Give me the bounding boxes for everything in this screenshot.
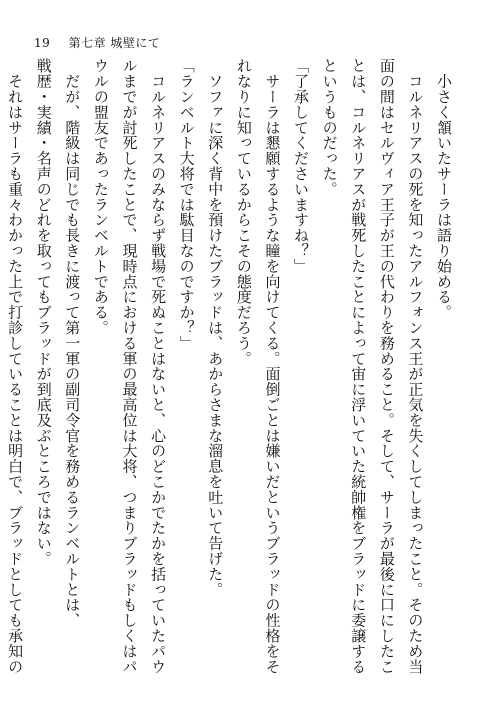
text-line: コルネリアスの死を知ったアルフォンス王が正気を失くしてしまったこと。そのため当 bbox=[406, 58, 425, 674]
page-header bbox=[34, 34, 174, 51]
text-line: だが、階級は同じでも長きに渡って第一軍の副司令官を務めるランベルトとは、 bbox=[63, 58, 82, 628]
text-line: ウルの盟友であったランベルトである。 bbox=[91, 58, 110, 336]
text-line: 小さく頷いたサーラは語り始める。 bbox=[435, 58, 453, 320]
text-line: とは、コルネリアスが戦死したことによって宙に浮いていた統帥権をブラッドに委譲する bbox=[349, 58, 368, 674]
chapter-title: 第七章 城壁にて bbox=[68, 36, 161, 50]
text-line: 面の間はセルヴィア王子が王の代わりを務めること。そして、サーラが最後に口にしたこ bbox=[377, 58, 396, 674]
text-line: ソファに深く背中を預けたブラッドは、あからさまな溜息を吐いて告げた。 bbox=[206, 58, 225, 597]
text-line: コルネリアスのみならず戦場で死ぬことはないと、心のどこかでたかを括っていたパウ bbox=[149, 58, 168, 674]
text-line: サーラは懇願するような瞳を向けてくる。面倒ごとは嫌いだというブラッドの性格をそ bbox=[263, 58, 282, 674]
text-line: 戦歴・実績・名声のどれを取ってもブラッドが到底及ぶところではない。 bbox=[34, 58, 53, 567]
text-line: それはサーラも重々わかった上で打診していることは明白で、ブラッドとしても承知の bbox=[6, 58, 25, 674]
text-line: というものだった。 bbox=[320, 58, 339, 197]
vertical-body-text bbox=[0, 58, 458, 674]
page-number: 19 bbox=[34, 36, 51, 50]
text-line: ルまでが討死したことで、現時点における軍の最高位は大将、つまりブラッドもしくはパ bbox=[120, 58, 139, 674]
text-line: 「了承してくださいますね？」 bbox=[292, 58, 311, 274]
text-line: 「ランベルト大将では駄目なのですか？」 bbox=[177, 58, 196, 351]
text-line: れなりに知っているからこその態度だろう。 bbox=[234, 58, 253, 366]
